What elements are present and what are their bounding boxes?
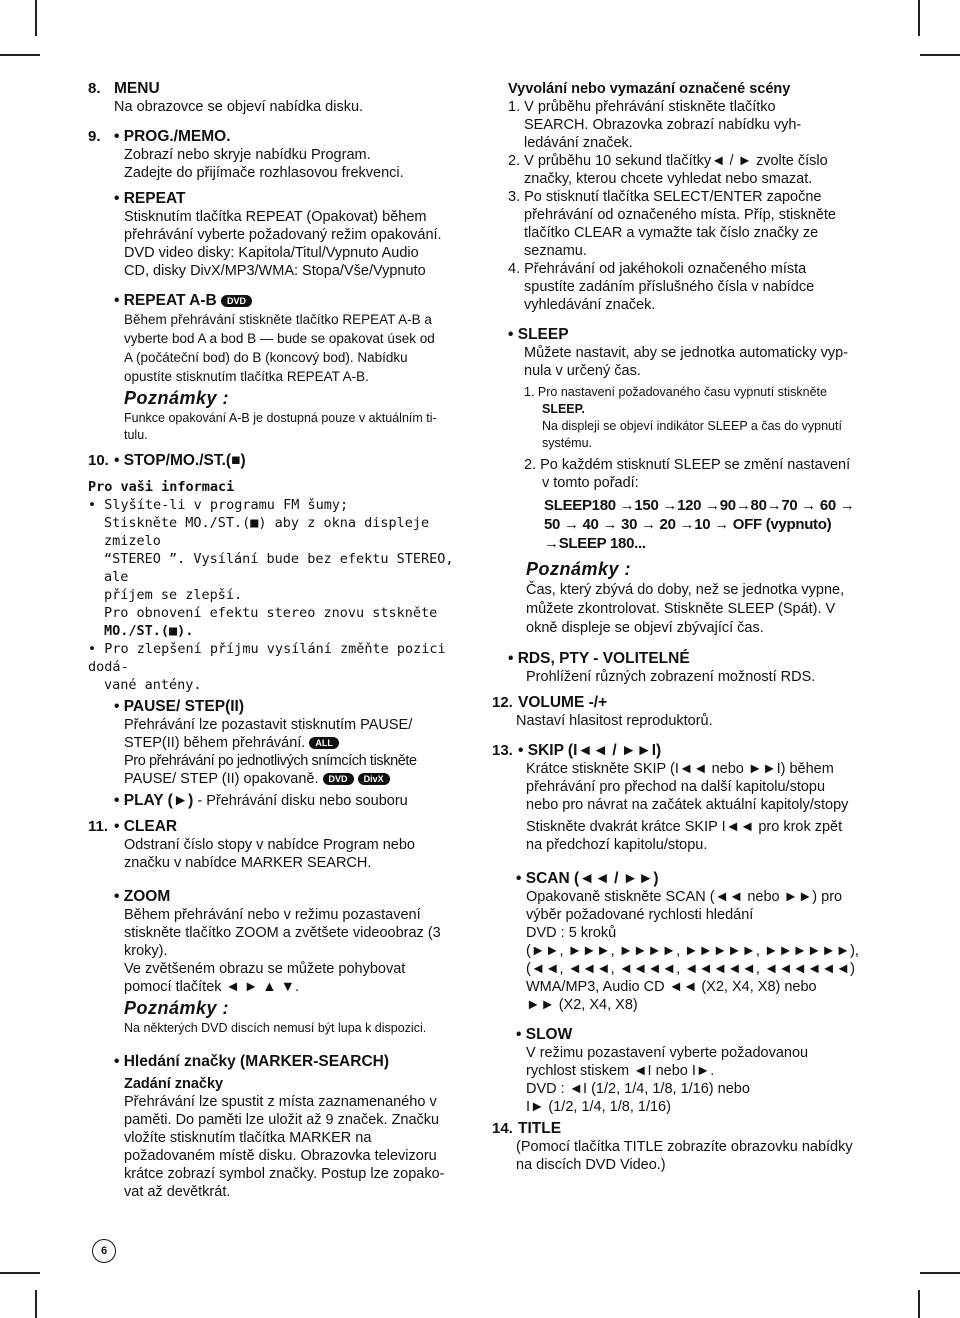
text-line: 3. Po stisknutí tlačítka SELECT/ENTER započne — [508, 189, 822, 205]
sleep-sequence: →SLEEP 180... — [544, 535, 646, 552]
text-line: na discích DVD Video.) — [516, 1157, 666, 1173]
text-line: nula v určený čas. — [524, 363, 641, 379]
text-line: V režimu pozastavení vyberte požadovanou — [526, 1045, 809, 1061]
sleep-sequence: 50 → 40 → 30 → 20 →10 → OFF (vypnuto) — [544, 516, 832, 533]
pause-text: STEP(II) během přehrávání. — [124, 735, 306, 751]
text-line: Pro obnovení efektu stereo znovu stskněte — [104, 605, 438, 621]
clear-title: • CLEAR — [114, 818, 178, 835]
notes-title: Poznámky : — [124, 998, 230, 1018]
marker-section — [88, 1053, 478, 1201]
text-line: Pro přehrávání po jednotlivých snímcích tiskněte — [124, 753, 417, 769]
item-number: 14. — [492, 1120, 513, 1137]
text-line: Opakovaně stiskněte SCAN (◄◄ nebo ►►) pro — [526, 889, 843, 905]
menu-desc: Na obrazovce se objeví nabídka disku. — [114, 99, 364, 115]
text-line: stiskněte tlačítko ZOOM a zvětšete videoobraz (3 — [124, 925, 441, 941]
text-line: (►►, ►►►, ►►►►, ►►►►►, ►►►►►►), — [526, 943, 859, 959]
sleep-sequence: SLEEP180 →150 →120 →90→80→70 → 60 → — [544, 497, 855, 514]
text-line: můžete zkontrolovat. Stiskněte SLEEP (Spát). V — [526, 601, 836, 617]
text-line: Přehrávání lze pozastavit stisknutím PAUSE/ — [124, 717, 413, 733]
rds-section — [508, 650, 868, 686]
pause-title: • PAUSE/ STEP(II) — [114, 698, 245, 715]
text-line: Přehrávání lze spustit z místa zaznamenaného v — [124, 1094, 437, 1110]
text-line: Stiskněte MO./ST.(■) aby z okna displeje zmizelo — [104, 515, 430, 549]
crop-mark — [918, 1290, 920, 1318]
text-line: • Pro zlepšení příjmu vysílání změňte pozici dodá- — [88, 641, 446, 675]
marker-subtitle: Zadání značky — [124, 1076, 224, 1092]
info-section — [88, 478, 478, 694]
item-number: 12. — [492, 694, 513, 711]
text-line: rychlost stiskem ◄I nebo I►. — [526, 1063, 715, 1079]
repeat-section — [88, 190, 478, 280]
text-line: vyberte bod A a bod B — bude se opakovat úsek od — [124, 331, 435, 346]
crop-mark — [35, 1290, 37, 1318]
prog-section — [88, 128, 478, 182]
text-line: značky, kterou chcete vyhledat nebo smazat. — [524, 171, 813, 187]
text-line: Zobrazí nebo skryje nabídku Program. — [124, 147, 371, 163]
text-line: (Pomocí tlačítka TITLE zobrazíte obrazovku nabídky — [516, 1139, 853, 1155]
skip-title: • SKIP (I◄◄ / ►►I) — [518, 742, 662, 759]
stop-section — [88, 452, 478, 470]
text-line: Na některých DVD discích nemusí být lupa k dispozici. — [124, 1021, 427, 1035]
notes-3 — [508, 557, 868, 638]
notes-1 — [88, 386, 478, 444]
scan-section — [508, 870, 868, 1014]
clear-section — [88, 818, 478, 872]
text-line: Nastaví hlasitost reproduktorů. — [516, 713, 713, 729]
text-line: vat až devětkrát. — [124, 1184, 231, 1200]
left-column — [88, 80, 478, 1201]
recall-section — [508, 80, 868, 314]
recall-title: Vyvolání nebo vymazání označené scény — [508, 81, 791, 97]
text-line: SLEEP. — [542, 402, 585, 416]
crop-mark — [920, 1272, 960, 1274]
text-line: I► (1/2, 1/4, 1/8, 1/16) — [526, 1099, 671, 1115]
text-line: vložíte stisknutím tlačítka MARKER na — [124, 1130, 372, 1146]
text-line: ►► (X2, X4, X8) — [526, 997, 638, 1013]
text-line: CD, disky DivX/MP3/WMA: Stopa/Vše/Vypnuto — [124, 263, 426, 279]
text-line: Prohlížení různých zobrazení možností RDS. — [526, 669, 816, 685]
text-line: Ve zvětšeném obrazu se můžete pohybovat — [124, 961, 406, 977]
repeat-ab-title — [88, 292, 478, 310]
notes-title: Poznámky : — [124, 388, 230, 408]
text-line: krátce zobrazí symbol značky. Postup lze zopako- — [124, 1166, 445, 1182]
text-line: přehrávání vyberte požadovaný režim opakování. — [124, 227, 442, 243]
prog-title: • PROG./MEMO. — [114, 128, 231, 145]
text-line: Během přehrávání stiskněte tlačítko REPEAT A-B a — [124, 312, 432, 327]
text-line: vané antény. — [104, 677, 202, 693]
text-line: “STEREO ”. Vysílání bude bez efektu STEREO, ale — [104, 551, 454, 585]
text-line: (◄◄, ◄◄◄, ◄◄◄◄, ◄◄◄◄◄, ◄◄◄◄◄◄) — [526, 961, 855, 977]
crop-mark — [920, 54, 960, 56]
rds-title: • RDS, PTY - VOLITELNÉ — [508, 650, 690, 667]
skip-section — [492, 742, 868, 854]
text-line: Na displeji se objeví indikátor SLEEP a čas do vypnutí — [542, 419, 842, 433]
text-line: WMA/MP3, Audio CD ◄◄ (X2, X4, X8) nebo — [526, 979, 817, 995]
text-line: Funkce opakování A-B je dostupná pouze v aktuálním ti- — [124, 411, 437, 425]
text-line: seznamu. — [524, 243, 587, 259]
info-title: Pro vaši informaci — [88, 479, 235, 495]
text-line: příjem se zlepší. — [104, 587, 243, 603]
text-line: na předchozí kapitolu/stopu. — [526, 837, 708, 853]
slow-title: • SLOW — [516, 1026, 573, 1043]
zoom-title: • ZOOM — [114, 888, 171, 905]
menu-title: MENU — [114, 80, 160, 97]
page-number: 6 — [92, 1239, 116, 1263]
pause-section — [88, 698, 478, 788]
repeat-ab-section — [88, 292, 478, 386]
all-badge-icon: ALL — [309, 737, 339, 749]
text-line — [88, 734, 478, 752]
title-section — [492, 1120, 868, 1174]
text-line: MO./ST.(■). — [104, 623, 194, 639]
item-number: 13. — [492, 742, 513, 759]
text-line: kroky). — [124, 943, 168, 959]
play-title: • PLAY (►) — [114, 792, 194, 809]
text-line: spustíte zadáním příslušného čísla v nabídce — [524, 279, 815, 295]
play-desc: - Přehrávání disku nebo souboru — [193, 793, 408, 809]
text-line: 2. V průběhu 10 sekund tlačítky◄ / ► zvolte číslo — [508, 153, 828, 169]
scan-title: • SCAN (◄◄ / ►►) — [516, 870, 659, 887]
stop-title: • STOP/MO./ST.(■) — [114, 452, 246, 469]
sleep-section — [508, 326, 868, 553]
marker-title: • Hledání značky (MARKER-SEARCH) — [114, 1053, 389, 1070]
text-line: Čas, který zbývá do doby, než se jednotka vypne, — [526, 582, 845, 598]
text-line: opustíte stisknutím tlačítka REPEAT A-B. — [124, 369, 369, 384]
text-line: ledávání značek. — [524, 135, 633, 151]
dvd-badge-icon: DVD — [221, 295, 252, 307]
text-line: Během přehrávání nebo v režimu pozastavení — [124, 907, 421, 923]
text-line: A (počáteční bod) do B (koncový bod). Nabídku — [124, 350, 408, 365]
text-line: výběr požadované rychlosti hledání — [526, 907, 754, 923]
right-column — [492, 80, 868, 1174]
title-title: TITLE — [518, 1120, 562, 1137]
sleep-title: • SLEEP — [508, 326, 569, 343]
notes-2 — [88, 996, 478, 1037]
text-line: SEARCH. Obrazovka zobrazí nabídku vyh- — [524, 117, 802, 133]
pause-text: PAUSE/ STEP (II) opakovaně. — [124, 771, 319, 787]
text-line: 1. Pro nastavení požadovaného času vypnutí stiskněte — [524, 385, 827, 399]
text-line: Stiskněte dvakrát krátce SKIP I◄◄ pro krok zpět — [526, 819, 843, 835]
text-line: vyhledávání značek. — [524, 297, 656, 313]
slow-section — [508, 1026, 868, 1116]
crop-mark — [918, 0, 920, 36]
text-line: značku v nabídce MARKER SEARCH. — [124, 855, 372, 871]
text-line: DVD video disky: Kapitola/Titul/Vypnuto Audio — [124, 245, 419, 261]
text-line: Stisknutím tlačítka REPEAT (Opakovat) během — [124, 209, 427, 225]
text-line: okně displeje se objeví zbývající čas. — [526, 620, 764, 636]
text-line: přehrávání od označeného místa. Příp, stiskněte — [524, 207, 836, 223]
text-line: pomocí tlačítek ◄ ► ▲ ▼. — [124, 979, 300, 995]
text-line: DVD : 5 kroků — [526, 925, 617, 941]
notes-title: Poznámky : — [526, 559, 632, 579]
text-line: 1. V průběhu přehrávání stiskněte tlačítko — [508, 99, 776, 115]
text-line: tlačítko CLEAR a vymažte tak číslo značky ze — [524, 225, 819, 241]
crop-mark — [0, 54, 40, 56]
text-line: 2. Po každém stisknutí SLEEP se změní nastavení — [524, 457, 851, 473]
text-line: Můžete nastavit, aby se jednotka automaticky vyp- — [524, 345, 848, 361]
menu-section — [88, 80, 478, 116]
text-line: požadovaném místě disku. Obrazovka televizoru — [124, 1148, 437, 1164]
play-section — [88, 792, 478, 810]
repeat-ab-label: • REPEAT A-B — [114, 292, 217, 309]
item-number: 9. — [88, 128, 101, 145]
text-line — [88, 770, 478, 788]
item-number: 8. — [88, 80, 101, 97]
text-line: Odstraní číslo stopy v nabídce Program nebo — [124, 837, 415, 853]
dvd-badge-icon: DVD — [323, 773, 354, 785]
text-line: přehrávání pro přechod na další kapitolu/stopu — [526, 779, 826, 795]
item-number: 10. — [88, 452, 109, 469]
volume-section — [492, 694, 868, 730]
text-line: v tomto pořadí: — [542, 475, 639, 491]
text-line: nebo pro návrat na začátek aktuální kapitoly/stopy — [526, 797, 849, 813]
text-line: 4. Přehrávání od jakéhokoli označeného místa — [508, 261, 807, 277]
crop-mark — [35, 0, 37, 36]
text-line: • Slyšíte-li v programu FM šumy; — [88, 497, 349, 513]
text-line: Zadejte do přijímače rozhlasovou frekvenci. — [124, 165, 404, 181]
crop-mark — [0, 1272, 40, 1274]
text-line: paměti. Do paměti lze uložit až 9 značek. Značku — [124, 1112, 440, 1128]
divx-badge-icon: DivX — [358, 773, 390, 785]
text-line: Krátce stiskněte SKIP (I◄◄ nebo ►►I) během — [526, 761, 834, 777]
repeat-title: • REPEAT — [114, 190, 186, 207]
zoom-section — [88, 888, 478, 996]
item-number: 11. — [88, 818, 109, 835]
text-line: systému. — [542, 436, 593, 450]
text-line: DVD : ◄I (1/2, 1/4, 1/8, 1/16) nebo — [526, 1081, 750, 1097]
volume-title: VOLUME -/+ — [518, 694, 608, 711]
text-line: tulu. — [124, 428, 148, 442]
